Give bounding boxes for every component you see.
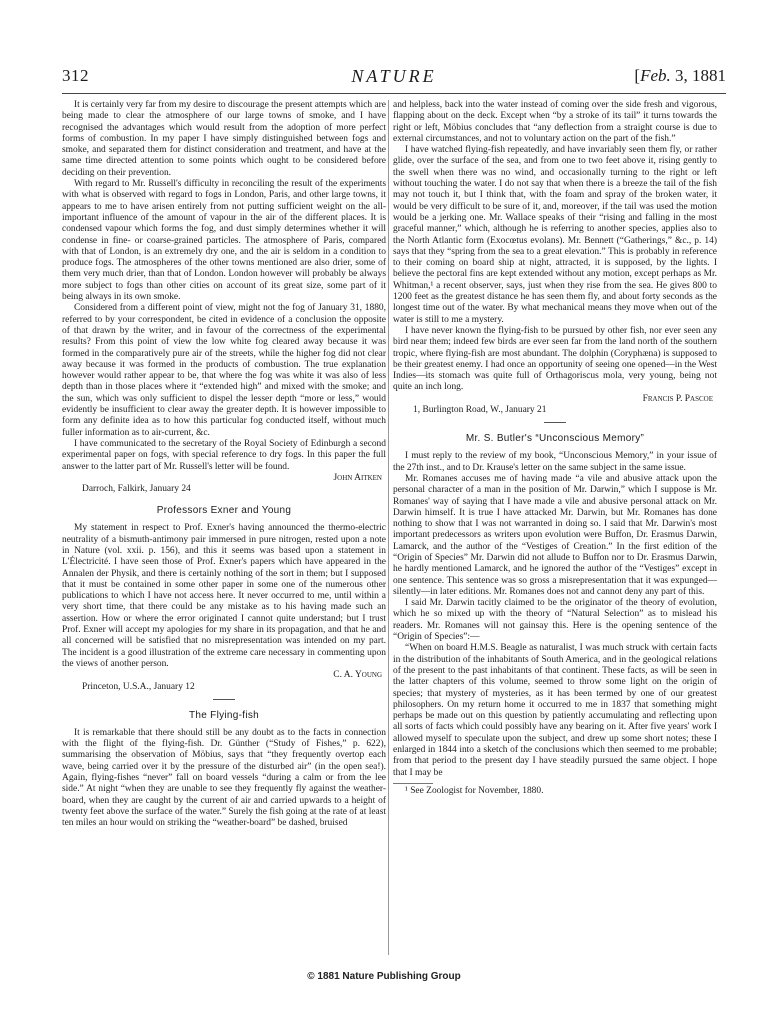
issue-date-day-year: 3, 1881 — [670, 66, 726, 85]
fog-letter-place: Darroch, Falkirk, January 24 — [82, 484, 191, 495]
butler-paragraph-1: I must reply to the review of my book, “Unconscious Memory,” in your issue of the 27th inst., and to Dr. Krause's letter on the same subject in the same issue. — [393, 451, 717, 473]
left-column — [62, 100, 386, 830]
exner-paragraph: My statement in respect to Prof. Exner's having announced the thermo-electric neutrality of a bismuth-antimony pair immersed in pure nitrogen, rested upon a note in Nature (vol. xxii. p. 156), and this it seems was based upon a statement in L'Électricité. I have seen those of Prof. Exner's papers which have appeared in the Annalen der Physik, and there is certainly nothing of the sort in them; but I supposed that it must be contained in some other paper in some one of the numerous other publications to which I have not access here. It never occurred to me, until within a very short time, that there could be any mistake as to his having made such an assertion. How or where the error originated I cannot quite understand; but I trust Prof. Exner will accept my apologies for my share in its propagation, and that he and all concerned will be satisfied that no misrepresentation was intended on my part. The incident is a good illustration of the extreme care necessary in commenting upon the views of another person. — [62, 523, 386, 669]
flying-fish-section-title: The Flying-fish — [188, 709, 260, 721]
journal-title: NATURE — [351, 66, 437, 86]
page-header — [62, 66, 726, 90]
flying-fish-signature: Francis P. Pascoe — [642, 393, 713, 404]
issue-date-bracket: [ — [634, 66, 641, 85]
header-rule — [62, 93, 726, 94]
fog-letter-paragraph-2: With regard to Mr. Russell's difficulty in reconciling the result of the experiments with what is observed with regard to fogs in London, Paris, and other large towns, it appears to me to have arisen entirely from not putting sufficient weight on the all-important influence of the amount of vapour in the air of the different places. It is condensed vapour which forms the fog, and dust simply determines whether it will condense in fine- or coarse-grained particles. The atmosphere of Paris, compared with that of London, is an extremely dry one, and the air is seldom in a condition to produce fogs. The atmospheres of the other towns mentioned are also drier, some of them very much drier, than that of London. London however will probably be always more subject to fogs than other cities on account of its great size, some part of it being always in its own smoke. — [62, 179, 386, 303]
butler-quote-paragraph: “When on board H.M.S. Beagle as naturalist, I was much struck with certain facts in the distribution of the inhabitants of South America, and in the geological relations of the present to the past inhabitants of that continent. These facts, as will be seen in the latter chapters of this volume, seemed to throw some light on the origin of species; that mystery of mysteries, as it has been termed by one of our greatest philosophers. On my return home it occurred to me in 1837 that something might perhaps be made out on this question by patiently accumulating and reflecting upon all sorts of facts which could possibly have any bearing on it. After five years' work I allowed myself to speculate upon the subject, and drew up some short notes; these I enlarged in 1844 into a sketch of the conclusions which then seemed to me probable; from that period to the present day I have steadily pursued the same object. I hope that I may be — [393, 643, 717, 778]
exner-signature: C. A. Young — [333, 670, 382, 681]
flying-fish-paragraph: It is remarkable that there should still be any doubt as to the facts in connection with the flight of the flying-fish. Dr. Günther (“Study of Fishes,” p. 622), summarising the observation of Möbius, says that “they frequently overtop each wave, being carried over it by the pressure of the disturbed air” (in the open sea!). Again, flying-fishes “never” fall on board vessels “during a calm or from the lee side.” At night “when they are unable to see they frequently fly against the weather-board, when they are caught by the current of air and carried upwards to a height of twenty feet above the surface of the water.” Surely the fish going at the rate of at least ten miles an hour would on striking the “weather-board” be dashed, bruised — [62, 727, 386, 829]
exner-place: Princeton, U.S.A., January 12 — [82, 681, 195, 692]
column-divider — [388, 100, 389, 955]
right-column — [393, 100, 717, 797]
issue-date — [634, 66, 726, 86]
flying-fish-paragraph-3: I have never known the flying-fish to be pursued by other fish, nor ever seen any bird near them; indeed few birds are ever seen far from the land north of the southern tropic, where flying-fish are most abundant. The dolphin (Coryphæna) is supposed to be their greatest enemy. I had once an opportunity of seeing one opened—in the West Indies—its stomach was quite full of Orthagoriscus mola, very young, being not quite an inch long. — [393, 325, 717, 393]
flying-fish-paragraph-2: I have watched flying-fish repeatedly, and have invariably seen them fly, or rather glide, over the surface of the sea, and from one to two feet above it, rising gently to the swell when there was no wind, and occasionally turning to the right or left without touching the water. I do not say that when there is a breeze the tail of the fish may not touch it, but I think that, with the foam and spray of the broken water, it would be very difficult to be sure of it, and, moreover, if the tail was used the motion would be a jerking one. Mr. Wallace speaks of their “rising and falling in the most graceful manner,” which, although he is referring to another species, applies also to the North Atlantic form (Exocœtus evolans). Mr. Bennett (“Gatherings,” &c., p. 14) says that they “spring from the sea to a great elevation.” This is probably in reference to their coming on board ship at night, attracted, it is supposed, by the lights. I believe the pectoral fins are kept extended without any motion, except perhaps as Mr. Whitman,¹ a recent observer, says, just when they rise from the sea. He gives 800 to 1200 feet as the greatest distance he has seen them fly, and about forty seconds as the longest time out of the water. By what mechanical means they move when out of the water is still to me a mystery. — [393, 145, 717, 325]
flying-fish-continued: and helpless, back into the water instead of coming over the side fresh and vigorous, flapping about on the deck. Except when “by a stroke of its tail” it turns towards the right or left, Möbius concludes that “any deflection from a straight course is due to external circumstances, and not to voluntary action on the part of the fish.” — [393, 100, 717, 144]
butler-paragraph-3: I said Mr. Darwin tacitly claimed to be the originator of the theory of evolution, which he so mixed up with the theory of “Natural Selection” as to mislead his readers. Mr. Romanes will not gainsay this. Here is the opening sentence of the “Origin of Species”:— — [393, 598, 717, 643]
butler-paragraph-2: Mr. Romanes accuses me of having made “a vile and abusive attack upon the personal character of a man in the position of Mr. Darwin,” which I suppose is Mr. Romanes' way of saying that I have made a vile and abusive personal attack on Mr. Darwin himself. It is true I have attacked Mr. Darwin, but Mr. Romanes has done nothing to show that I was not warranted in doing so. I said that Mr. Darwin's most important predecessors as writers upon evolution were Buffon, Dr. Erasmus Darwin, Lamarck, and the author of the “Vestiges of Creation.” In the first edition of the “Origin of Species” Mr. Darwin did not allude to Buffon nor to Dr. Erasmus Darwin, he hardly mentioned Lamarck, and he ignored the author of the “Vestiges” except in one sentence. This sentence was so gross a misrepresentation that it was expunged—silently—in later editions. Mr. Romanes does not and cannot deny any part of this. — [393, 473, 717, 597]
section-separator — [544, 422, 566, 423]
exner-section-title: Professors Exner and Young — [156, 505, 292, 517]
issue-date-month: Feb. — [640, 66, 671, 85]
page-number: 312 — [62, 66, 89, 85]
fog-letter-signature: John Aitken — [333, 472, 382, 483]
footnote: ¹ See Zoologist for November, 1880. — [405, 785, 544, 796]
fog-letter-paragraph-1: It is certainly very far from my desire to discourage the present attempts which are being made to clear the atmosphere of our large towns of smoke, and I have recognised the advantages which would result from the adoption of more perfect forms of combustion. In my paper I have simply distinguished between fogs and smoke, and separated them for distinct consideration and treatment, and have at the same time directed attention to some points which ought to be considered before deciding on their prevention. — [62, 100, 386, 178]
footnote-rule — [393, 783, 433, 784]
section-separator — [213, 699, 235, 700]
flying-fish-place: 1, Burlington Road, W., January 21 — [413, 405, 547, 416]
fog-letter-paragraph-3: Considered from a different point of view, might not the fog of January 31, 1880, referred to by your correspondent, be cited in evidence of a conclusion the opposite of that drawn by the writer, and in favour of the correctness of the experimental results? From this point of view the low white fog cleared away because it was formed in the comparatively pure air of the streets, while the higher fog did not clear away because it was formed in the products of combustion. The true explanation however would rather appear to be, that where the fog was white it was also of less depth than in those places where it “extended high” and mixed with the smoke; and the sun, which was only sufficient to dispel the lesser depth “more or less,” would evidently be insufficient to clear away the greater depth. It is however impossible to form any definite idea as to how this particular fog conducted itself, without much fuller information as to air-current, &c. — [62, 303, 386, 438]
fog-letter-paragraph-4: I have communicated to the secretary of the Royal Society of Edinburgh a second experimental paper on fogs, with special reference to dry fogs. In this paper the full answer to the latter part of Mr. Russell's letter will be found. — [62, 438, 386, 472]
butler-section-title: Mr. S. Butler's “Unconscious Memory” — [465, 433, 645, 445]
copyright-notice: © 1881 Nature Publishing Group — [307, 971, 461, 982]
